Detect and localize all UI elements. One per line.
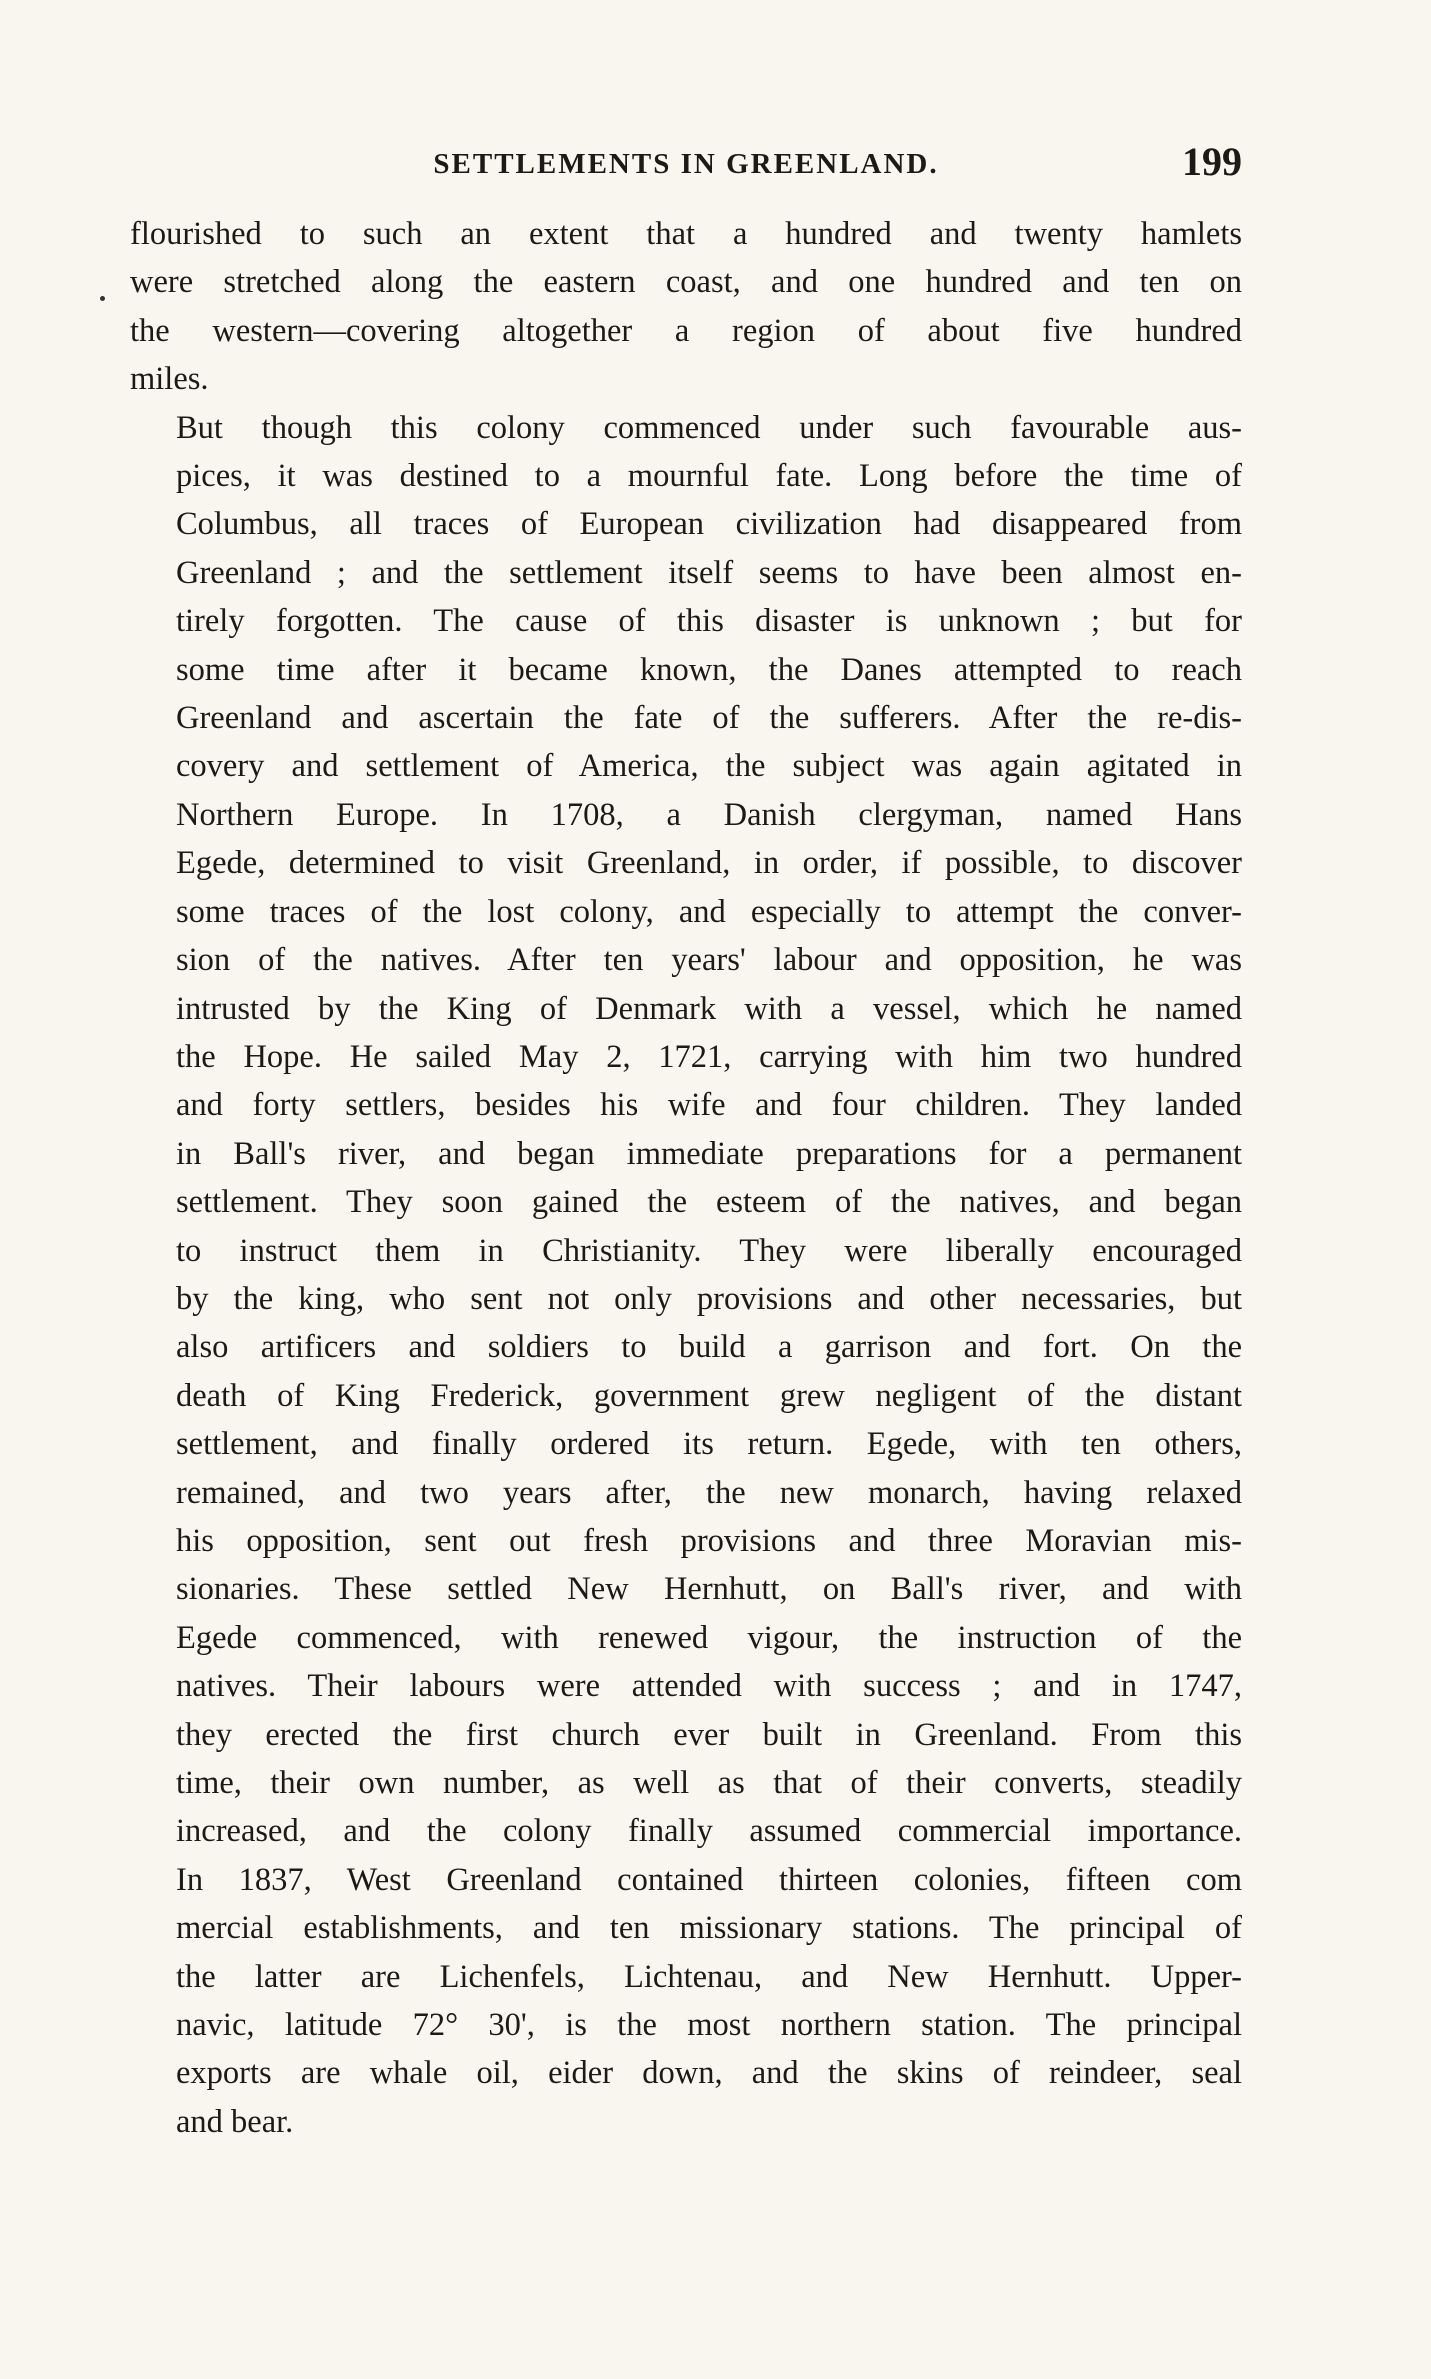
text-line: his opposition, sent out fresh provisions and three Moravian mis- [176,1522,1242,1559]
text-line: some time after it became known, the Danes attempted to reach [176,651,1242,688]
text-line: sionaries. These settled New Hernhutt, on Ball's river, and with [176,1571,1242,1608]
text-line: also artificers and soldiers to build a garrison and fort. On the [176,1329,1242,1366]
text-line: Egede commenced, with renewed vigour, the instruction of the [176,1619,1242,1656]
page-number: 199 [1182,139,1242,184]
text-line: to instruct them in Christianity. They were liberally encouraged [176,1232,1242,1269]
paragraph [130,210,1242,404]
paragraph [130,404,1242,2147]
text-line: they erected the first church ever built in Greenland. From this [176,1716,1242,1753]
text-line: some traces of the lost colony, and especially to attempt the conver- [176,893,1242,930]
text-line: exports are whale oil, eider down, and the skins of reindeer, seal [176,2055,1242,2092]
text-line: the latter are Lichenfels, Lichtenau, and New Hernhutt. Upper- [176,1958,1242,1995]
text-line: in Ball's river, and began immediate preparations for a permanent [176,1135,1242,1172]
text-line: by the king, who sent not only provisions and other necessaries, but [176,1280,1242,1317]
text-line: Northern Europe. In 1708, a Danish clergyman, named Hans [176,796,1242,833]
running-title: SETTLEMENTS IN GREENLAND. [433,148,939,180]
text-line: pices, it was destined to a mournful fate. Long before the time of [176,458,1242,495]
text-line: covery and settlement of America, the subject was again agitated in [176,748,1242,785]
text-line: settlement. They soon gained the esteem of the natives, and began [176,1184,1242,1221]
text-line: and bear. [176,2103,294,2140]
text-line: Egede, determined to visit Greenland, in order, if possible, to discover [176,845,1242,882]
running-head [130,138,1242,188]
text-line: intrusted by the King of Denmark with a vessel, which he named [176,990,1242,1027]
text-line: natives. Their labours were attended with success ; and in 1747, [176,1668,1242,1705]
text-line: were stretched along the eastern coast, and one hundred and ten on [130,264,1242,301]
text-line: miles. [130,361,209,398]
text-line: mercial establishments, and ten missionary stations. The principal of [176,1910,1242,1947]
text-line: the Hope. He sailed May 2, 1721, carrying with him two hundred [176,1038,1242,1075]
text-line: Greenland and ascertain the fate of the sufferers. After the re-dis- [176,700,1242,737]
text-line: the western—covering altogether a region of about five hundred [130,312,1242,349]
text-line: sion of the natives. After ten years' labour and opposition, he was [176,942,1242,979]
text-line: death of King Frederick, government grew negligent of the distant [176,1377,1242,1414]
text-line: and forty settlers, besides his wife and four children. They landed [176,1087,1242,1124]
body-text [130,210,1242,2146]
text-line: navic, latitude 72° 30', is the most northern station. The principal [176,2007,1242,2044]
text-line: In 1837, West Greenland contained thirteen colonies, fifteen com [176,1861,1242,1898]
text-line: But though this colony commenced under such favourable aus- [176,409,1242,446]
text-line: time, their own number, as well as that of their converts, steadily [176,1765,1242,1801]
text-line: tirely forgotten. The cause of this disaster is unknown ; but for [176,603,1242,640]
text-line: increased, and the colony finally assumed commercial importance. [176,1813,1242,1850]
text-line: Columbus, all traces of European civilization had disappeared from [176,506,1242,543]
margin-speck [100,296,105,301]
text-line: Greenland ; and the settlement itself seems to have been almost en- [176,554,1242,591]
text-line: remained, and two years after, the new monarch, having relaxed [176,1474,1242,1511]
text-line: settlement, and finally ordered its return. Egede, with ten others, [176,1426,1242,1463]
text-line: flourished to such an extent that a hundred and twenty hamlets [130,216,1242,252]
